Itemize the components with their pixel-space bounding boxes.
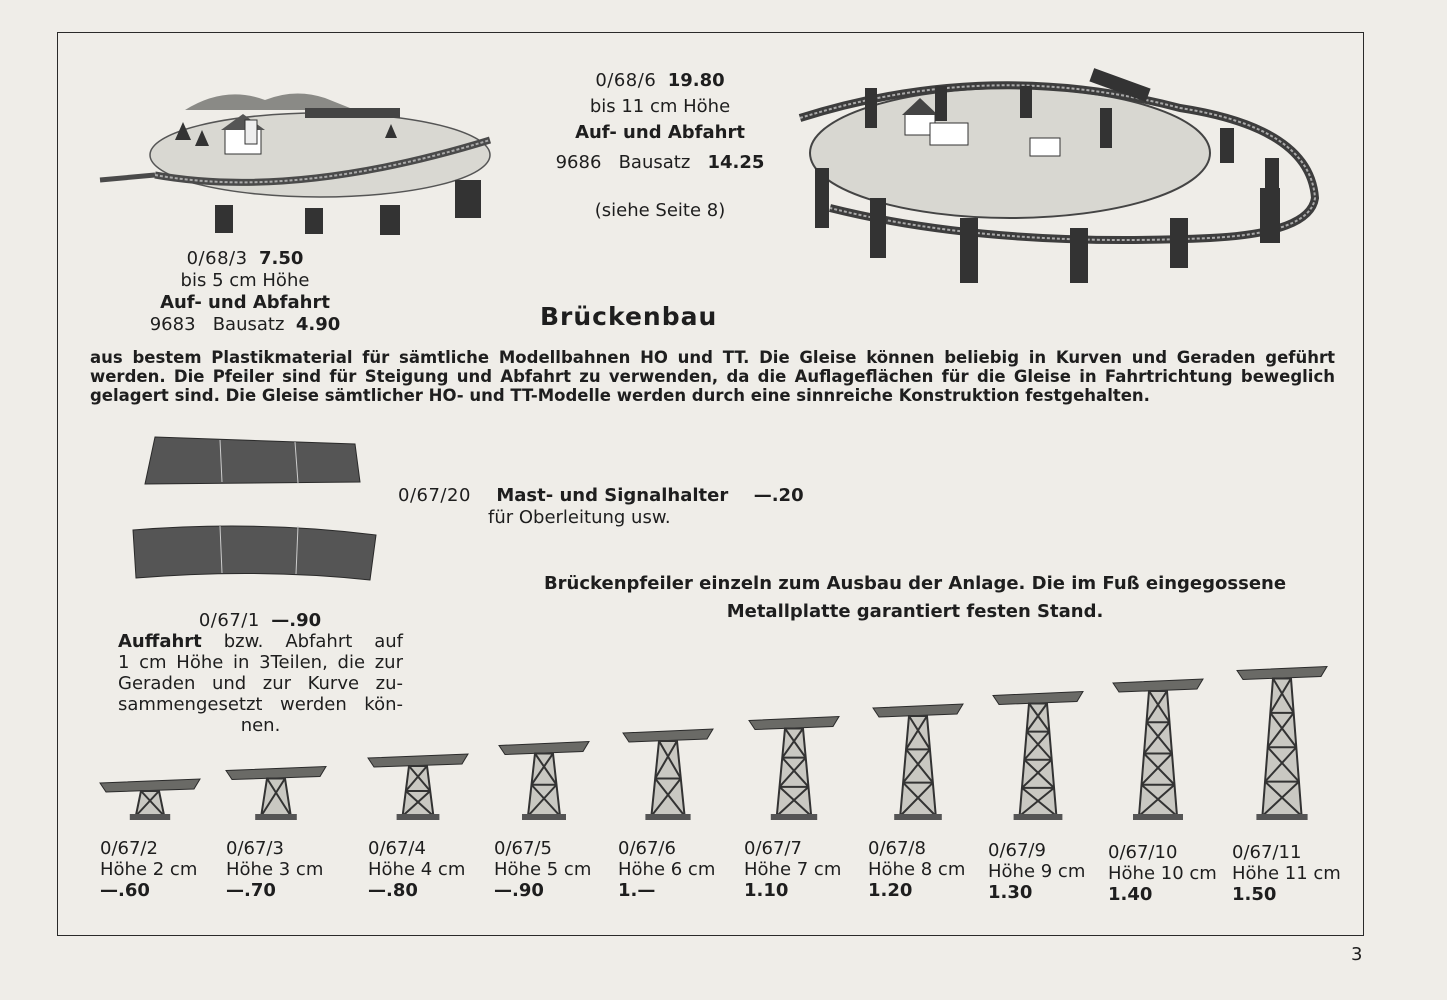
pier-height: Höhe 4 cm (368, 859, 466, 880)
pier-caption (988, 840, 1085, 903)
pier-caption (744, 838, 841, 901)
bridge-pier (623, 729, 713, 820)
kit-label: Bausatz (212, 314, 285, 335)
product-code: 0/67/2 (100, 838, 158, 859)
ramp-title: Auffahrt (118, 631, 202, 652)
page-reference: (siehe Seite 8) (594, 200, 726, 221)
product-price: 1.— (618, 880, 656, 901)
mast-subtitle: für Oberleitung usw. (488, 507, 671, 528)
pier-height: Höhe 5 cm (494, 859, 592, 880)
mast-holder-item (398, 485, 804, 507)
product-title: Auf- und Abfahrt (160, 292, 330, 313)
product-code: 0/67/6 (618, 838, 676, 859)
product-code: 0/67/8 (868, 838, 926, 859)
product-price: 1.20 (868, 880, 913, 901)
pier-caption (226, 838, 323, 901)
product-code: 0/67/1 (198, 610, 260, 631)
pier-height: Höhe 10 cm (1108, 863, 1217, 884)
top-middle-caption (540, 68, 780, 224)
product-code: 0/67/5 (494, 838, 552, 859)
bridge-pier (100, 779, 200, 820)
bridge-pier (993, 692, 1083, 821)
ramp-desc-line: 1 cm Höhe in 3Teilen, die zur (118, 652, 403, 673)
product-price: 1.40 (1108, 884, 1153, 905)
pier-caption (1232, 842, 1341, 905)
piers-heading-line: Brückenpfeiler einzeln zum Ausbau der Anlage. Die im Fuß eingegossene (543, 573, 1287, 594)
large-layout-illustration (790, 68, 1330, 288)
ramp-code-price (190, 610, 330, 632)
product-height: bis 5 cm Höhe (180, 270, 310, 291)
pier-caption (494, 838, 591, 901)
top-left-caption (120, 248, 370, 336)
product-price: 19.80 (667, 70, 725, 91)
bridge-pier (499, 742, 589, 821)
bridge-pier (749, 717, 839, 821)
ramp-desc-line: Geraden und zur Kurve zu- (118, 673, 403, 694)
product-code: 0/67/20 (398, 485, 471, 506)
product-code: 0/68/3 (186, 248, 248, 269)
product-price: 1.10 (744, 880, 789, 901)
product-code: 0/67/11 (1232, 842, 1302, 863)
pier-height: Höhe 9 cm (988, 861, 1086, 882)
pier-height: Höhe 8 cm (868, 859, 966, 880)
ramp-desc-line: nen. (240, 715, 281, 736)
bridge-pier (1237, 667, 1327, 821)
product-code: 0/67/7 (744, 838, 802, 859)
intro-paragraph: aus bestem Plastikmaterial für sämtliche Modellbahnen HO und TT. Die Gleise können beliebig in Kurven und Geraden geführt werden. Die Pfeiler sind für Steigung und Abfahrt zu verwenden, da die Auflageflächen für die Gleise in Fahrtrichtung beweglich gelagert sind. Die Gleise sämtlicher HO- und TT-Modelle werden durch eine sinnreiche Konstruktion festgehalten. (90, 348, 1335, 405)
product-price: —.80 (368, 880, 418, 901)
product-code: 0/67/9 (988, 840, 1046, 861)
ramp-desc-line: sammengesetzt werden kön- (118, 694, 403, 715)
kit-price: 14.25 (707, 152, 765, 173)
product-height: bis 11 cm Höhe (589, 96, 731, 117)
pier-height: Höhe 2 cm (100, 859, 198, 880)
bridge-pier (873, 704, 963, 820)
product-price: —.90 (494, 880, 544, 901)
product-title: Mast- und Signalhalter (496, 485, 729, 506)
product-code: 0/68/6 (595, 70, 657, 91)
pier-height: Höhe 3 cm (226, 859, 324, 880)
pier-height: Höhe 7 cm (744, 859, 842, 880)
pier-caption (368, 838, 465, 901)
ramp-desc-line: bzw. Abfahrt auf (223, 631, 403, 652)
bridge-piers-illustration (0, 660, 1447, 840)
page-number: 3 (1351, 944, 1363, 965)
piers-heading (480, 570, 1350, 626)
piers-heading-line: Metallplatte garantiert festen Stand. (726, 601, 1104, 622)
product-code: 0/67/3 (226, 838, 284, 859)
product-price: 1.30 (988, 882, 1033, 903)
straight-ramp-illustration (140, 432, 365, 492)
pier-height: Höhe 11 cm (1232, 863, 1341, 884)
product-price: —.70 (226, 880, 276, 901)
pier-caption (100, 838, 197, 901)
bridge-pier (368, 754, 468, 820)
kit-price: 4.90 (295, 314, 341, 335)
product-code: 0/67/10 (1108, 842, 1178, 863)
small-layout-illustration (95, 80, 505, 240)
pier-height: Höhe 6 cm (618, 859, 716, 880)
pier-caption (1108, 842, 1217, 905)
kit-label: Bausatz (618, 152, 691, 173)
product-price: —.20 (753, 485, 804, 506)
pier-caption (618, 838, 715, 901)
bridge-pier (226, 767, 326, 821)
bridge-pier (1113, 679, 1203, 820)
kit-code: 9686 (555, 152, 602, 173)
pier-caption (868, 838, 965, 901)
product-code: 0/67/4 (368, 838, 426, 859)
product-price: —.90 (271, 610, 322, 631)
curved-ramp-illustration (128, 520, 383, 590)
product-price: 7.50 (258, 248, 304, 269)
kit-code: 9683 (149, 314, 196, 335)
product-title: Auf- und Abfahrt (575, 122, 745, 143)
section-heading: Brückenbau (540, 302, 718, 331)
product-price: —.60 (100, 880, 150, 901)
product-price: 1.50 (1232, 884, 1277, 905)
